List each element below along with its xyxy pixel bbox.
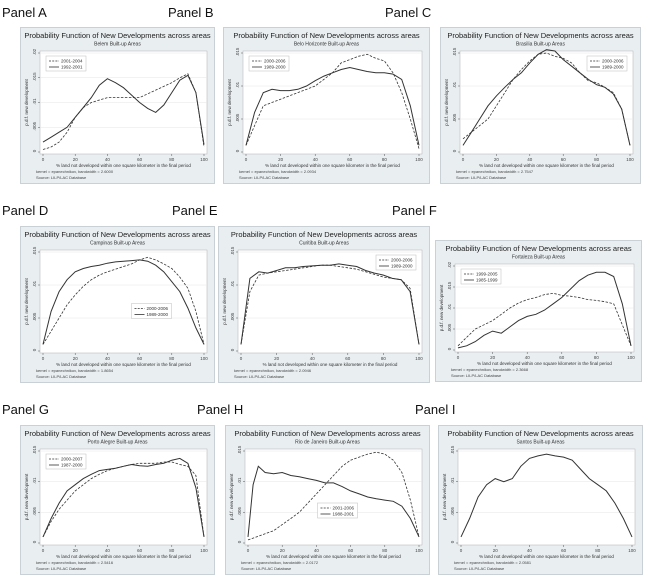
- x-tick-label: 80: [595, 548, 601, 553]
- y-tick-label: .01: [32, 280, 37, 288]
- x-tick-label: 0: [246, 548, 250, 553]
- y-tick-label: 0: [452, 149, 457, 153]
- x-tick-label: 100: [628, 548, 636, 553]
- legend: [132, 304, 172, 319]
- legend-entry: 1992-2001: [61, 64, 83, 70]
- x-tick-label: 80: [380, 356, 386, 361]
- chart-title: Probability Function of New Developments across areas: [447, 429, 634, 438]
- y-tick-label: 0: [230, 348, 235, 352]
- x-tick-label: 80: [382, 548, 388, 553]
- legend-entry: 1987-2000: [61, 462, 83, 468]
- y-axis-label: p.d.f. new development: [24, 278, 29, 325]
- x-tick-label: 60: [561, 548, 567, 553]
- x-tick-label: 0: [41, 548, 45, 553]
- chart-subtitle: Santos Built-up Areas: [516, 439, 565, 446]
- source-note: Source: LILP/LAC Database: [234, 374, 285, 379]
- x-tick-label: 100: [627, 355, 635, 360]
- legend-entry: 1985-1999: [476, 277, 498, 283]
- y-tick-label: 0: [450, 540, 455, 544]
- x-tick-label: 0: [41, 157, 45, 162]
- y-tick-label: .015: [32, 445, 37, 455]
- chart-panel-belo-horizonte: [223, 27, 430, 184]
- chart-title: Probability Function of New Developments across areas: [445, 244, 632, 253]
- y-axis-label: p.d.f. new development: [24, 473, 29, 521]
- chart-subtitle: Porto Alegre Built-up Areas: [87, 439, 148, 446]
- chart-subtitle: Belo Horizonte Built-up Areas: [293, 41, 360, 48]
- chart-title: Probability Function of New Developments across areas: [234, 429, 421, 438]
- x-tick-label: 40: [524, 355, 530, 360]
- y-tick-label: .005: [447, 323, 452, 333]
- source-note: Source: LILP/LAC Database: [451, 373, 502, 378]
- x-tick-label: 60: [347, 157, 353, 162]
- x-tick-label: 100: [200, 548, 208, 553]
- x-tick-label: 60: [137, 356, 143, 361]
- plot-area: [458, 449, 635, 545]
- legend-entry: 2000-2006: [264, 58, 286, 64]
- x-tick-label: 40: [313, 548, 319, 553]
- kernel-note: kernel = epanechnikov, bandwidth = 2.6000: [36, 169, 114, 174]
- source-note: Source: LILP/LAC Database: [241, 566, 292, 571]
- x-axis-label: % land not developed within one square kilometer in the final period: [265, 163, 400, 168]
- y-tick-label: .015: [230, 246, 235, 256]
- y-tick-label: .005: [32, 121, 37, 131]
- y-tick-label: .015: [237, 445, 242, 455]
- y-tick-label: .01: [32, 98, 37, 105]
- chart-panel-fortaleza: [435, 240, 642, 382]
- x-axis-label: % land not developed within one square kilometer in the final period: [56, 163, 191, 168]
- kernel-note: kernel = epanechnikov, bandwidth = 2.0934: [239, 169, 317, 174]
- x-tick-label: 80: [381, 157, 387, 162]
- x-tick-label: 20: [72, 356, 78, 361]
- y-tick-label: 0: [447, 347, 452, 351]
- panel-label-h: Panel H: [197, 402, 244, 417]
- y-tick-label: .005: [450, 506, 455, 516]
- x-tick-label: 80: [593, 355, 599, 360]
- kernel-note: kernel = epanechnikov, bandwidth = 2.0172: [241, 560, 319, 565]
- panel-label-c: Panel C: [385, 5, 432, 20]
- chart-title: Probability Function of New Developments across areas: [24, 230, 211, 239]
- y-tick-label: .015: [235, 47, 240, 57]
- chart-panel-porto-alegre: [20, 425, 215, 575]
- x-tick-label: 80: [169, 356, 175, 361]
- y-axis-label: p.d.f. new development: [444, 79, 449, 126]
- x-tick-label: 0: [41, 356, 45, 361]
- x-tick-label: 20: [274, 356, 280, 361]
- y-tick-label: .015: [32, 246, 37, 256]
- legend-entry: 2000-2006: [391, 257, 413, 263]
- x-axis-label: % land not developed within one square kilometer in the final period: [56, 362, 191, 367]
- y-axis-label: p.d.f. new development: [222, 278, 227, 325]
- legend: [46, 56, 86, 71]
- x-axis-label: % land not developed within one square kilometer in the final period: [479, 554, 614, 559]
- panel-label-i: Panel I: [415, 402, 456, 417]
- x-tick-label: 40: [104, 356, 110, 361]
- chart-panel-santos: [438, 425, 643, 575]
- x-tick-label: 60: [559, 355, 565, 360]
- chart-panel-rio-de-janeiro: [225, 425, 430, 575]
- chart-panel-curitiba: [218, 226, 430, 383]
- panel-label-f: Panel F: [392, 203, 437, 218]
- x-tick-label: 100: [626, 157, 634, 162]
- chart-subtitle: Campinas Built-up Areas: [89, 240, 146, 247]
- x-axis-label: % land not developed within one square kilometer in the final period: [477, 361, 612, 366]
- x-tick-label: 40: [527, 157, 533, 162]
- y-axis-label: p.d.f. new development: [439, 284, 444, 332]
- legend-entry: 1999-2005: [476, 271, 498, 277]
- kernel-note: kernel = epanechnikov, bandwidth = 2.7547: [456, 169, 534, 174]
- x-tick-label: 20: [278, 157, 284, 162]
- chart-panel-campinas: [20, 226, 215, 383]
- y-tick-label: 0: [32, 149, 37, 153]
- x-tick-label: 0: [459, 548, 463, 553]
- x-tick-label: 60: [137, 548, 143, 553]
- chart-subtitle: Brasilia Built-up Areas: [516, 41, 565, 48]
- x-tick-label: 80: [594, 157, 600, 162]
- y-tick-label: .01: [230, 280, 235, 288]
- x-tick-label: 20: [72, 548, 78, 553]
- y-tick-label: .01: [32, 477, 37, 484]
- x-tick-label: 80: [169, 548, 175, 553]
- x-tick-label: 0: [456, 355, 460, 360]
- x-tick-label: 40: [104, 548, 110, 553]
- chart-title: Probability Function of New Developments across areas: [230, 230, 418, 239]
- panel-label-g: Panel G: [2, 402, 49, 417]
- x-tick-label: 60: [348, 548, 354, 553]
- x-tick-label: 40: [526, 548, 532, 553]
- x-tick-label: 0: [244, 157, 248, 162]
- panel-label-d: Panel D: [2, 203, 49, 218]
- y-tick-label: .005: [237, 506, 242, 516]
- legend-entry: 1989-2000: [146, 312, 169, 318]
- chart-subtitle: Belem Built-up Areas: [94, 41, 141, 48]
- y-tick-label: .005: [235, 113, 240, 123]
- x-tick-label: 40: [312, 157, 318, 162]
- x-axis-label: % land not developed within one square kilometer in the final period: [479, 163, 614, 168]
- legend: [318, 503, 358, 518]
- x-tick-label: 20: [72, 157, 78, 162]
- x-tick-label: 40: [104, 157, 110, 162]
- chart-title: Probability Function of New Developments across areas: [233, 31, 420, 40]
- x-tick-label: 60: [137, 157, 143, 162]
- y-tick-label: .005: [452, 113, 457, 123]
- source-note: Source: LILP/LAC Database: [454, 566, 505, 571]
- y-tick-label: .015: [447, 281, 452, 291]
- x-tick-label: 20: [279, 548, 285, 553]
- x-tick-label: 100: [415, 157, 423, 162]
- chart-panel-belem: [20, 27, 215, 184]
- x-tick-label: 20: [493, 157, 499, 162]
- x-tick-label: 60: [560, 157, 566, 162]
- panel-label-b: Panel B: [168, 5, 214, 20]
- y-tick-label: 0: [32, 540, 37, 544]
- legend-entry: 1988-2001: [332, 511, 355, 517]
- chart-title: Probability Function of New Developments across areas: [24, 429, 211, 438]
- panel-label-a: Panel A: [2, 5, 47, 20]
- x-axis-label: % land not developed within one square kilometer in the final period: [266, 554, 401, 559]
- x-tick-label: 60: [345, 356, 351, 361]
- plot-area: [40, 250, 207, 353]
- legend-entry: 1989-2000: [264, 64, 286, 70]
- y-axis-label: p.d.f. new development: [442, 473, 447, 521]
- legend-entry: 2000-2006: [146, 306, 169, 312]
- y-tick-label: .01: [447, 303, 452, 311]
- legend: [46, 454, 86, 469]
- x-tick-label: 100: [415, 356, 423, 361]
- legend: [376, 255, 416, 270]
- kernel-note: kernel = epanechnikov, bandwidth = 2.0946: [234, 368, 312, 373]
- legend: [587, 56, 627, 71]
- y-tick-label: .01: [450, 477, 455, 484]
- source-note: Source: LILP/LAC Database: [456, 175, 507, 180]
- chart-title: Probability Function of New Developments across areas: [447, 31, 634, 40]
- x-tick-label: 80: [169, 157, 175, 162]
- y-tick-label: .005: [32, 312, 37, 322]
- legend-entry: 2001-2006: [332, 505, 355, 511]
- y-tick-label: .02: [32, 48, 37, 56]
- x-tick-label: 100: [415, 548, 423, 553]
- chart-subtitle: Rio de Janeiro Built-up Areas: [295, 439, 360, 446]
- panel-label-e: Panel E: [172, 203, 218, 218]
- source-note: Source: LILP/LAC Database: [36, 175, 87, 180]
- x-tick-label: 40: [309, 356, 315, 361]
- x-tick-label: 100: [200, 157, 208, 162]
- chart-panel-brasilia: [440, 27, 641, 184]
- kernel-note: kernel = epanechnikov, bandwidth = 2.5416: [36, 560, 114, 565]
- source-note: Source: LILP/LAC Database: [239, 175, 290, 180]
- source-note: Source: LILP/LAC Database: [36, 374, 87, 379]
- y-tick-label: 0: [32, 348, 37, 352]
- y-tick-label: .01: [452, 81, 457, 89]
- y-axis-label: p.d.f. new development: [24, 79, 29, 126]
- y-tick-label: .005: [32, 506, 37, 516]
- y-axis-label: p.d.f. new development: [227, 79, 232, 126]
- kernel-note: kernel = epanechnikov, bandwidth = 2.3668: [451, 367, 529, 372]
- legend-entry: 2000-2007: [61, 456, 83, 462]
- legend-entry: 2000-2006: [602, 58, 624, 64]
- kernel-note: kernel = epanechnikov, bandwidth = 2.0581: [454, 560, 532, 565]
- y-tick-label: 0: [237, 540, 242, 544]
- legend-entry: 1989-2000: [391, 263, 413, 269]
- y-axis-label: p.d.f. new development: [229, 473, 234, 521]
- y-tick-label: .01: [235, 81, 240, 89]
- y-tick-label: .015: [32, 72, 37, 82]
- chart-title: Probability Function of New Developments across areas: [24, 31, 211, 40]
- y-tick-label: .015: [452, 47, 457, 57]
- x-tick-label: 100: [200, 356, 208, 361]
- x-axis-label: % land not developed within one square kilometer in the final period: [56, 554, 191, 559]
- x-tick-label: 0: [239, 356, 243, 361]
- source-note: Source: LILP/LAC Database: [36, 566, 87, 571]
- chart-subtitle: Fortaleza Built-up Areas: [511, 254, 566, 261]
- kernel-note: kernel = epanechnikov, bandwidth = 1.8654: [36, 368, 114, 373]
- chart-subtitle: Curitiba Built-up Areas: [299, 240, 349, 247]
- legend: [249, 56, 289, 71]
- y-tick-label: .02: [447, 261, 452, 269]
- x-axis-label: % land not developed within one square kilometer in the final period: [262, 362, 398, 367]
- y-tick-label: 0: [235, 149, 240, 153]
- legend-entry: 1989-2000: [602, 64, 624, 70]
- x-tick-label: 0: [461, 157, 465, 162]
- legend: [461, 269, 501, 284]
- legend-entry: 2001-2004: [61, 58, 83, 64]
- x-tick-label: 20: [492, 548, 498, 553]
- y-tick-label: .01: [237, 477, 242, 484]
- y-tick-label: .015: [450, 445, 455, 455]
- x-tick-label: 20: [490, 355, 496, 360]
- y-tick-label: .005: [230, 312, 235, 322]
